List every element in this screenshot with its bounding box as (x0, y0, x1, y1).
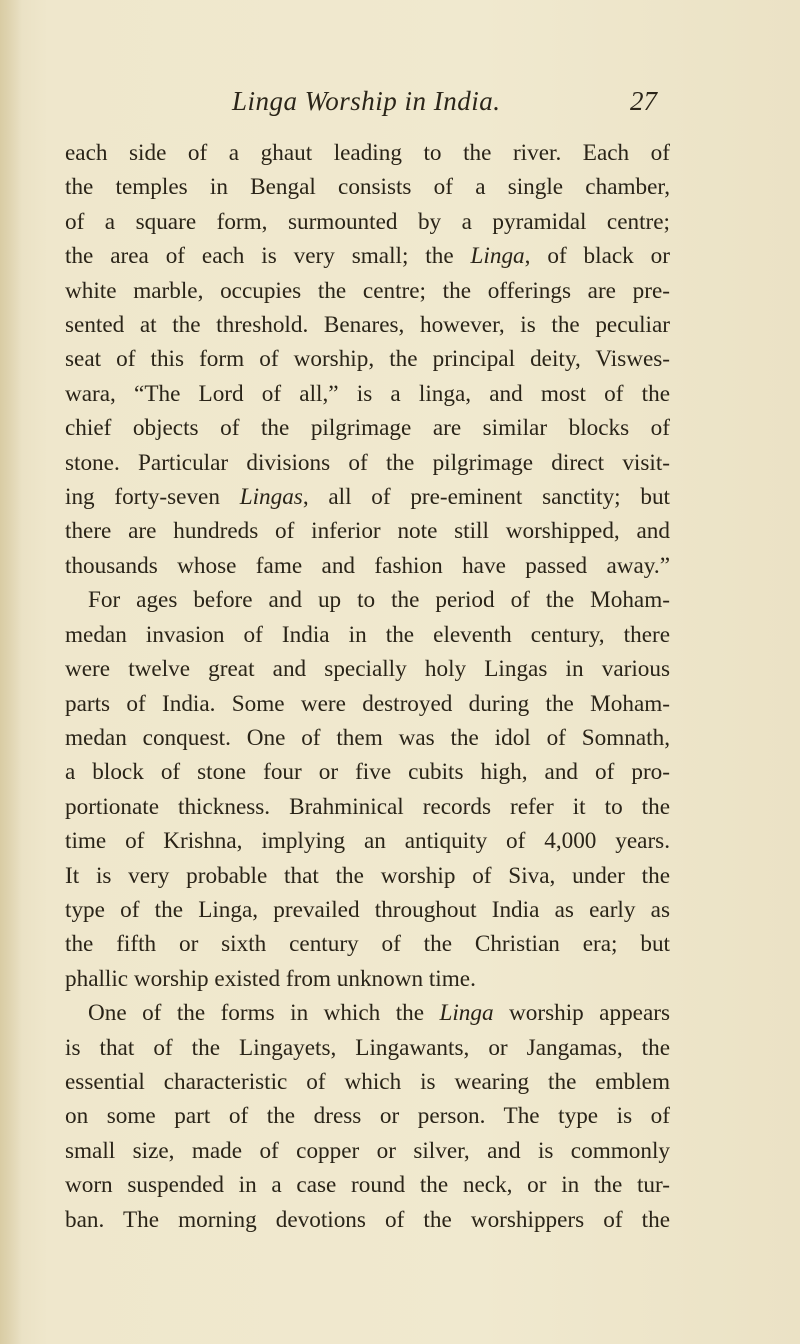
text-line: the area of each is very small; the Linga, of black or (65, 243, 670, 270)
text-line: ing forty-seven Lingas, all of pre-eminent sanctity; but (65, 484, 670, 511)
text-line: white marble, occupies the centre; the offerings are pre- (65, 277, 670, 304)
text-line: It is very probable that the worship of Siva, under the (65, 862, 670, 889)
text-line: the fifth or sixth century of the Christian era; but (65, 931, 670, 958)
body-text (65, 136, 670, 1237)
text-line: on some part of the dress or person. The type is of (65, 1103, 670, 1130)
text-line: each side of a ghaut leading to the river. Each of (65, 140, 670, 166)
text-line: phallic worship existed from unknown time. (65, 965, 476, 992)
italic-term: Linga (470, 243, 525, 270)
text-line: essential characteristic of which is wearing the emblem (65, 1068, 670, 1095)
page-number: 27 (630, 86, 657, 116)
text-line: is that of the Lingayets, Lingawants, or Jangamas, the (65, 1034, 670, 1061)
text-line: were twelve great and specially holy Lingas in various (65, 656, 670, 683)
italic-term: Lingas (239, 484, 303, 511)
text-line: medan conquest. One of them was the idol of Somnath, (65, 724, 670, 751)
text-line: wara, “The Lord of all,” is a linga, and most of the (65, 380, 670, 407)
text-line: stone. Particular divisions of the pilgrimage direct visit- (65, 449, 670, 476)
page-header (0, 86, 800, 122)
text-line: ban. The morning devotions of the worshippers of the (65, 1206, 670, 1233)
page-edge-shadow (0, 0, 22, 1344)
text-line: small size, made of copper or silver, and is commonly (65, 1137, 670, 1164)
text-line: type of the Linga, prevailed throughout India as early as (65, 896, 670, 923)
running-title: Linga Worship in India. (232, 86, 501, 116)
text-line: chief objects of the pilgrimage are similar blocks of (65, 415, 670, 442)
text-line: thousands whose fame and fashion have passed away.” (65, 552, 670, 579)
text-line: One of the forms in which the Linga worship appears (88, 1000, 670, 1027)
text-line: For ages before and up to the period of the Moham- (88, 587, 670, 614)
text-line: of a square form, surmounted by a pyramidal centre; (65, 208, 670, 235)
text-line: worn suspended in a case round the neck, or in the tur- (65, 1172, 670, 1199)
text-line: parts of India. Some were destroyed during the Moham- (65, 690, 670, 717)
text-line: sented at the threshold. Benares, however, is the peculiar (65, 312, 670, 339)
text-line: a block of stone four or five cubits high, and of pro- (65, 759, 670, 786)
text-line: medan invasion of India in the eleventh century, there (65, 621, 670, 648)
text-line: there are hundreds of inferior note still worshipped, and (65, 518, 670, 545)
text-line: time of Krishna, implying an antiquity of 4,000 years. (65, 828, 670, 855)
italic-term: Linga (439, 1000, 494, 1027)
text-line: portionate thickness. Brahminical records refer it to the (65, 793, 670, 820)
text-line: seat of this form of worship, the principal deity, Viswes- (65, 346, 670, 373)
text-line: the temples in Bengal consists of a single chamber, (65, 174, 670, 201)
